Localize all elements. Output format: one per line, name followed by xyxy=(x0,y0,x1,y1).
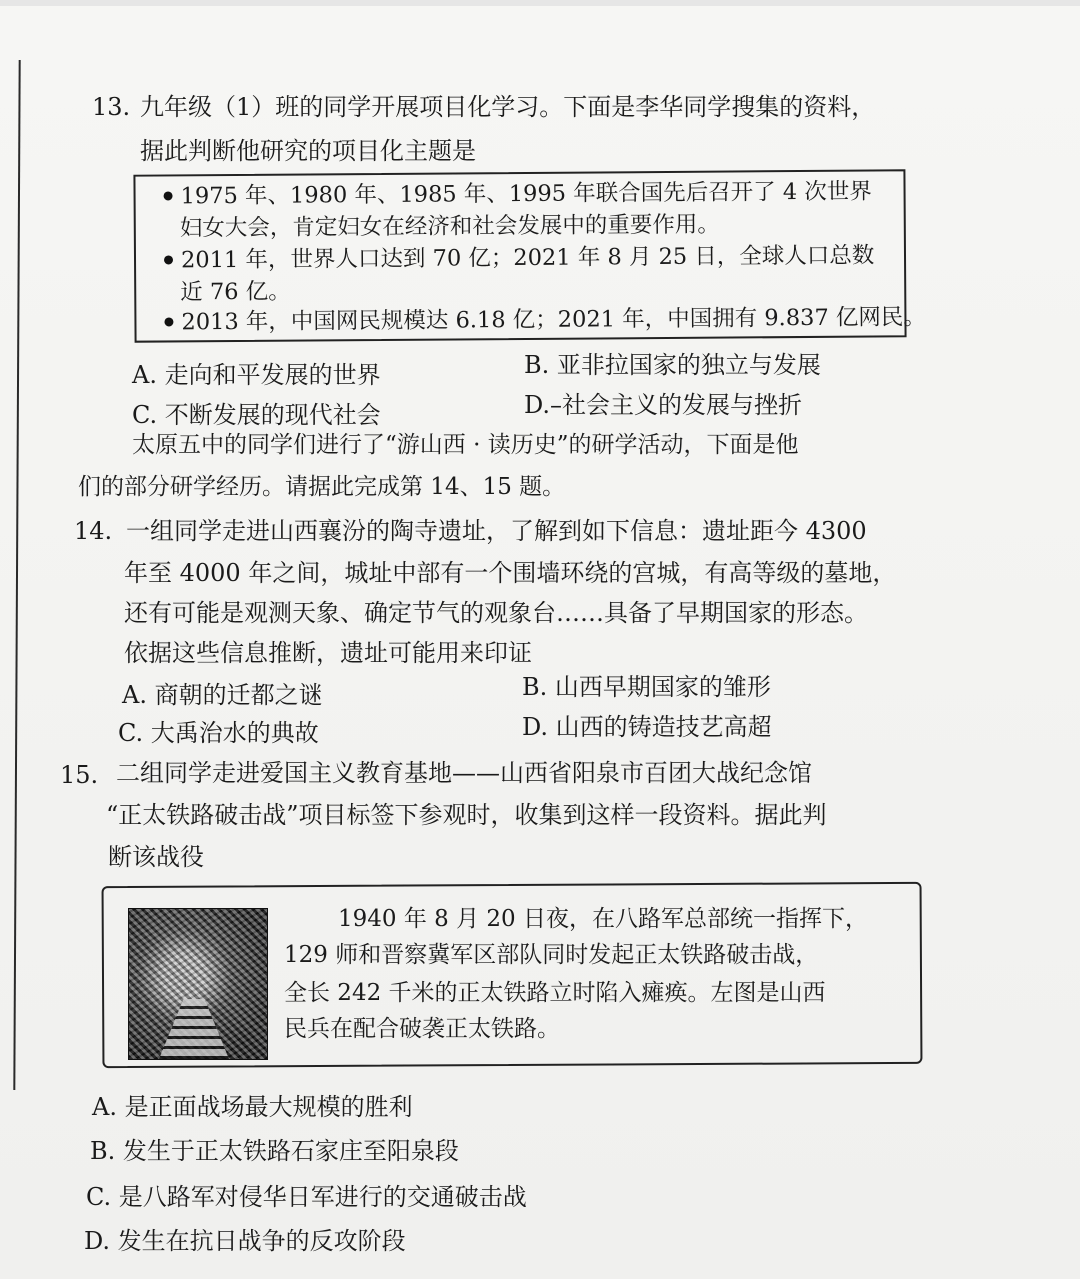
question-15-stem-line3: 断该战役 xyxy=(108,843,204,871)
question-13-option-b[interactable]: B. 亚非拉国家的独立与发展 xyxy=(524,351,821,379)
material-bullet-1: 1975 年、1980 年、1985 年、1995 年联合国先后召开了 4 次世界 xyxy=(163,178,871,211)
question-15-option-d[interactable]: D. 发生在抗日战争的反攻阶段 xyxy=(84,1227,406,1255)
question-14-stem-line1: 一组同学走进山西襄汾的陶寺遗址，了解到如下信息：遗址距今 4300 xyxy=(126,517,867,545)
question-15-option-b[interactable]: B. 发生于正太铁路石家庄至阳泉段 xyxy=(90,1137,459,1165)
material-bullet-1-cont: 妇女大会，肯定妇女在经济和社会发展中的重要作用。 xyxy=(179,211,720,242)
question-13-option-c[interactable]: C. 不断发展的现代社会 xyxy=(132,401,381,429)
intro-line1: 太原五中的同学们进行了“游山西 · 读历史”的研学活动，下面是他 xyxy=(132,432,799,458)
material-bullet-2-cont: 近 76 亿。 xyxy=(180,278,291,306)
bullet-icon xyxy=(164,191,173,200)
question-13-option-d[interactable]: D.–社会主义的发展与挫折 xyxy=(524,391,803,419)
militia-railway-photo xyxy=(128,908,268,1060)
material-bullet-2: 2011 年，世界人口达到 70 亿；2021 年 8 月 25 日，全球人口总数 xyxy=(164,242,875,275)
question-13-stem-line1: 九年级（1）班的同学开展项目化学习。下面是李华同学搜集的资料， xyxy=(140,93,876,121)
question-14-stem-line2: 年至 4000 年之间，城址中部有一个围墙环绕的宫城，有高等级的墓地， xyxy=(124,559,897,587)
bullet-icon xyxy=(164,255,173,264)
question-15-option-c[interactable]: C. 是八路军对侵华日军进行的交通破击战 xyxy=(86,1183,527,1211)
question-15-stem-line1: 二组同学走进爱国主义教育基地——山西省阳泉市百团大战纪念馆 xyxy=(116,759,812,787)
question-15-material-line4: 民兵在配合破袭正太铁路。 xyxy=(284,1016,560,1042)
bullet-icon xyxy=(164,317,173,326)
question-14-option-c[interactable]: C. 大禹治水的典故 xyxy=(118,719,319,747)
railway-track-icon xyxy=(159,999,229,1059)
question-15-material-line1: 1940 年 8 月 20 日夜，在八路军总部统一指挥下， xyxy=(338,906,868,932)
question-15-stem-line2: “正太铁路破击战”项目标签下参观时，收集到这样一段资料。据此判 xyxy=(106,801,827,829)
question-14-option-a[interactable]: A. 商朝的迁都之谜 xyxy=(122,681,323,709)
question-15-option-a[interactable]: A. 是正面战场最大规模的胜利 xyxy=(92,1093,413,1121)
margin-rule xyxy=(13,60,20,1090)
question-15-material-line3: 全长 242 千米的正太铁路立时陷入瘫痪。左图是山西 xyxy=(284,980,826,1006)
page-top-edge xyxy=(0,0,1080,6)
intro-line2: 们的部分研学经历。请据此完成第 14、15 题。 xyxy=(78,474,566,500)
question-13-material-box xyxy=(133,169,926,342)
question-14-option-d[interactable]: D. 山西的铸造技艺高超 xyxy=(522,713,772,741)
material-bullet-3: 2013 年，中国网民规模达 6.18 亿；2021 年，中国拥有 9.837 亿网民。 xyxy=(164,303,926,336)
question-13-option-a[interactable]: A. 走向和平发展的世界 xyxy=(132,361,381,389)
question-14-option-b[interactable]: B. 山西早期国家的雏形 xyxy=(522,673,771,701)
question-14-number: 14. xyxy=(74,517,113,545)
question-13-stem-line2: 据此判断他研究的项目化主题是 xyxy=(140,137,476,165)
question-14-stem-line4: 依据这些信息推断，遗址可能用来印证 xyxy=(124,639,532,667)
question-15-material-line2: 129 师和晋察冀军区部队同时发起正太铁路破击战， xyxy=(284,942,819,968)
question-13-number: 13. xyxy=(92,93,131,121)
question-15-number: 15. xyxy=(60,761,99,789)
question-14-stem-line3: 还有可能是观测天象、确定节气的观象台……具备了早期国家的形态。 xyxy=(124,599,868,627)
